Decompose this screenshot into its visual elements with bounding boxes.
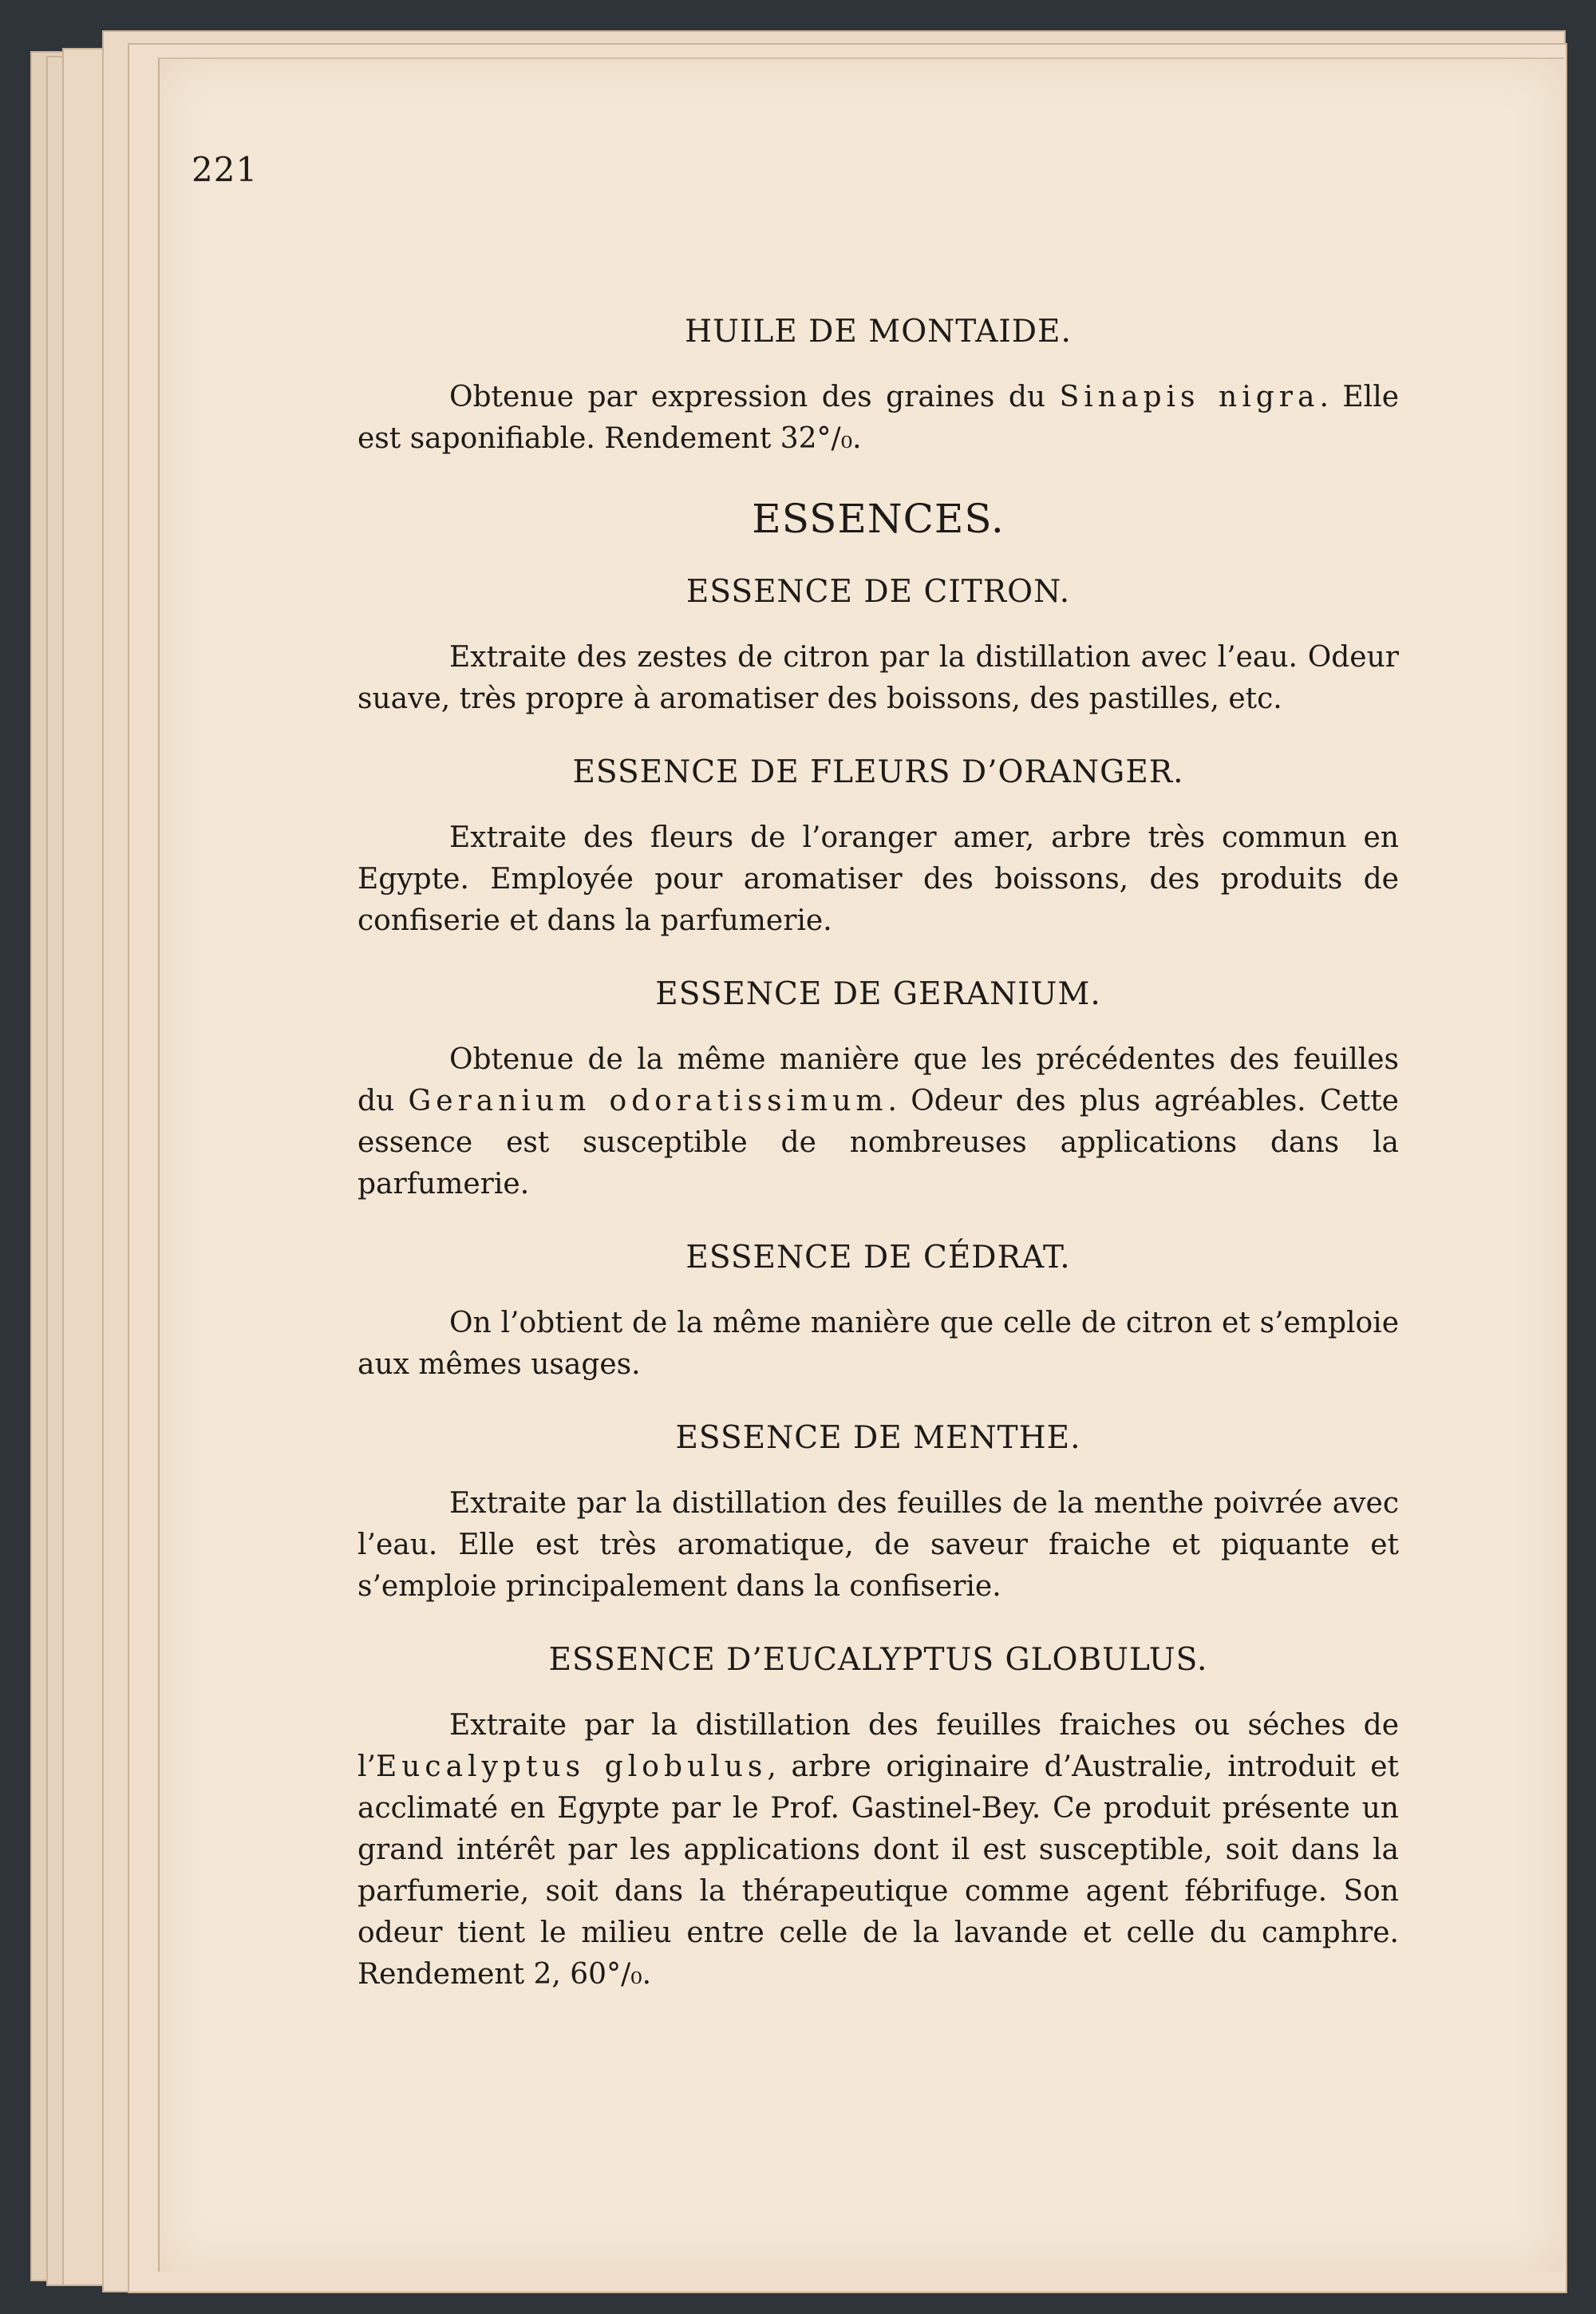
- section-title-essence-de-menthe: ESSENCE DE MENTHE.: [675, 1420, 1081, 1456]
- page-number: 221: [192, 150, 259, 189]
- paragraph-essence-deucalyptus-globulus: Extraite par la distillation des feuilles fraiches ou séches de l’Eucalyptus globulus, arbre originaire d’Australie, introduit et acclimaté en Egypte par le Prof. Gastinel-Bey. Ce produit présente un grand intérêt par les applications dont il est susceptible, soit dans la parfumerie, soit dans la thérapeutique comme agent fébrifuge. Son odeur tient le milieu entre celle de la lavande et celle du camphre. Rendement 2, 60°/₀.: [358, 1709, 1399, 1991]
- section-title-essence-de-geranium: ESSENCE DE GERANIUM.: [655, 976, 1101, 1012]
- latin-name: Sinapis nigra: [1059, 381, 1320, 413]
- paragraph-essence-de-fleurs-doranger: Extraite des fleurs de l’oranger amer, arbre très commun en Egypte. Employée pour aromatiser des boissons, des produits de confiserie et dans la parfumerie.: [358, 821, 1399, 937]
- section-title-essence-de-citron: ESSENCE DE CITRON.: [685, 574, 1071, 610]
- latin-name: Geranium odoratissimum: [408, 1085, 888, 1117]
- paragraph-essence-de-cedrat: On l’obtient de la même manière que celle de citron et s’emploie aux mêmes usages.: [358, 1307, 1399, 1381]
- section-title-essence-deucalyptus-globulus: ESSENCE D’EUCALYPTUS GLOBULUS.: [548, 1642, 1208, 1678]
- section-title-essence-de-fleurs-doranger: ESSENCE DE FLEURS D’ORANGER.: [572, 754, 1184, 790]
- latin-name: Eucalyptus globulus: [375, 1750, 768, 1783]
- page-content: [358, 310, 1399, 1996]
- paragraph-essence-de-geranium: Obtenue de la même manière que les précédentes des feuilles du Geranium odoratissimum. Odeur des plus agréables. Cette essence est susceptible de nombreuses applications dans la parfumerie.: [358, 1043, 1399, 1201]
- heading-essences: ESSENCES.: [752, 496, 1005, 542]
- paragraph-huile-de-montaide: Obtenue par expression des graines du Sinapis nigra. Elle est saponifiable. Rendement 32°/₀.: [358, 381, 1400, 455]
- section-title-essence-de-cedrat: ESSENCE DE CÉDRAT.: [685, 1240, 1071, 1276]
- paragraph-essence-de-citron: Extraite des zestes de citron par la distillation avec l’eau. Odeur suave, très propre à aromatiser des boissons, des pastilles, etc.: [358, 641, 1399, 715]
- section-title-huile-de-montaide: HUILE DE MONTAIDE.: [685, 314, 1072, 350]
- paragraph-essence-de-menthe: Extraite par la distillation des feuilles de la menthe poivrée avec l’eau. Elle est très aromatique, de saveur fraiche et piquante et s’emploie principalement dans la confiserie.: [358, 1487, 1399, 1603]
